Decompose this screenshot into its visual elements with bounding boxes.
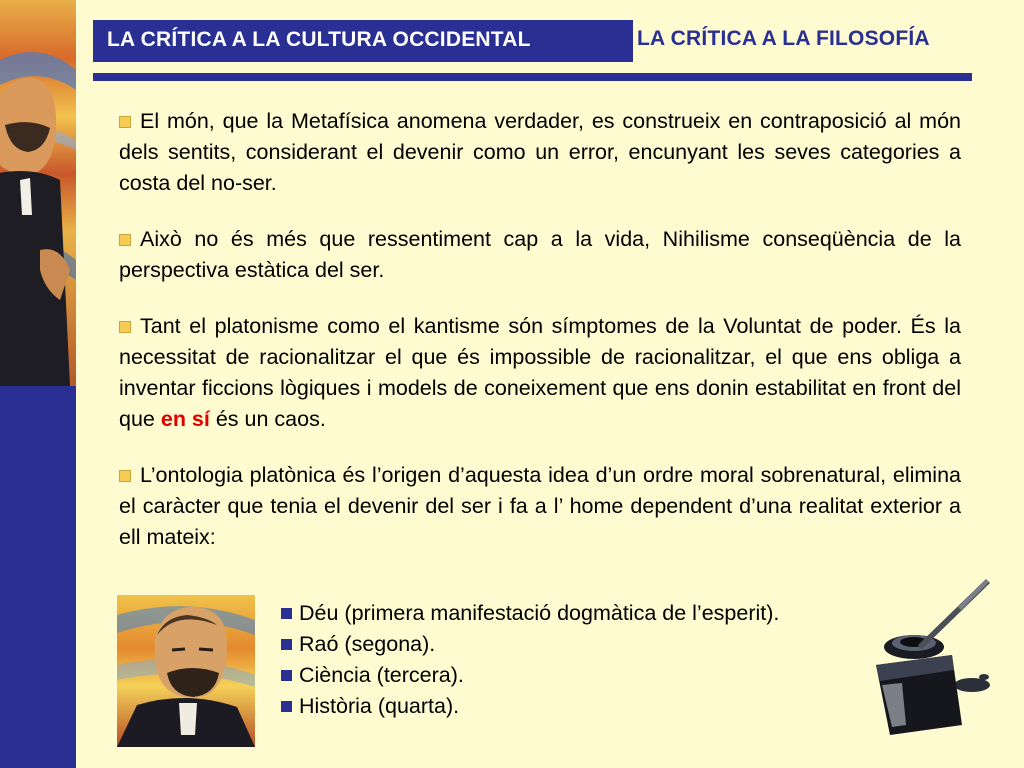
main-content: [119, 106, 961, 578]
paragraph-3-highlight: en sí: [160, 407, 210, 431]
gold-square-icon: [119, 470, 131, 482]
gold-square-icon: [119, 234, 131, 246]
blue-square-icon: [281, 701, 292, 712]
nietzsche-portrait-bottom: [117, 595, 255, 747]
paragraph-1-text: El món, que la Metafísica anomena verdader, es construeix en contraposició al món dels sentits, considerant el devenir como un error, encunyant les seves categories a costa del no-ser.: [119, 109, 961, 195]
paragraph-1: [119, 106, 961, 199]
blue-square-icon: [281, 608, 292, 619]
tab-right-label: LA CRÍTICA A LA FILOSOFÍA: [637, 27, 930, 50]
list-item: [281, 660, 779, 691]
gold-square-icon: [119, 116, 131, 128]
paragraph-3-text-before: Tant el platonisme como el kantisme són símptomes de la Voluntat de poder. És la necessitat de racionalitzar el que és impossible de racionalitzar, el que ens obliga a inventar ficcions lògiques i models de coneixement que ens donin estabilitat en front del que: [119, 314, 961, 431]
blue-square-icon: [281, 639, 292, 650]
history-stages-list: [281, 598, 779, 722]
blue-square-icon: [281, 670, 292, 681]
tab-critica-cultura-occidental[interactable]: [93, 20, 633, 62]
paragraph-2: [119, 224, 961, 286]
paragraph-2-text: Això no és més que ressentiment cap a la vida, Nihilisme conseqüència de la perspectiva estàtica del ser.: [119, 227, 961, 282]
paragraph-4: [119, 460, 961, 553]
list-item-text: Història (quarta).: [299, 694, 460, 718]
list-item-text: Raó (segona).: [299, 632, 436, 656]
tab-critica-filosofia[interactable]: [637, 27, 930, 51]
list-item-text: Ciència (tercera).: [299, 663, 464, 687]
list-item: [281, 691, 779, 722]
list-item: [281, 598, 779, 629]
gold-square-icon: [119, 321, 131, 333]
list-item: [281, 629, 779, 660]
nietzsche-portrait-top: [0, 0, 76, 386]
paragraph-3-text-after: és un caos.: [209, 407, 326, 431]
list-item-text: Déu (primera manifestació dogmàtica de l’esperit).: [299, 601, 780, 625]
inkwell-quill-illustration: [862, 575, 994, 745]
paragraph-4-text: L’ontologia platònica és l’origen d’aquesta idea d’un ordre moral sobrenatural, elimina el caràcter que tenia el devenir del ser i fa a l’ home dependent d’una realitat exterior a ell mateix:: [119, 463, 961, 549]
tab-left-label: LA CRÍTICA A LA CULTURA OCCIDENTAL: [107, 28, 531, 51]
header-divider: [93, 73, 972, 81]
paragraph-3: [119, 311, 961, 435]
